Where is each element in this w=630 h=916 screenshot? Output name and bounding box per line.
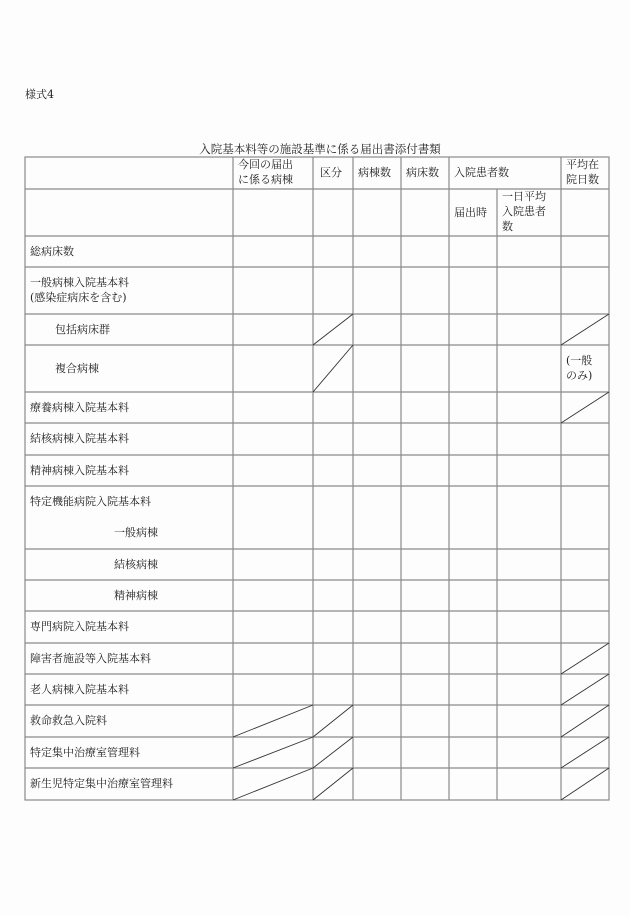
header-todoke-byoto-line2: に係る病棟 [238, 173, 293, 186]
form-number-label: 様式4 [25, 88, 54, 101]
row-label-long-term-care: 療養病棟入院基本料 [30, 401, 129, 414]
row-label-tuberculosis: 結核病棟入院基本料 [30, 432, 129, 445]
row-label-specialty-hospital: 専門病院入院基本料 [30, 620, 129, 633]
row-label-total-beds: 総病床数 [30, 245, 74, 258]
header-byosho-su: 病床数 [406, 166, 439, 179]
header-nyuin-kanja-su: 入院患者数 [454, 166, 509, 179]
row-label-special-psychiatric: 精神病棟 [114, 589, 158, 602]
combined-ward-note-line2: のみ) [566, 369, 593, 382]
header-kubun: 区分 [320, 166, 342, 179]
row-label-special-function: 特定機能病院入院基本料 [30, 495, 151, 508]
header-ichinichi-heikin-line1: 一日平均 [502, 190, 546, 203]
row-label-disability-facility: 障害者施設等入院基本料 [30, 652, 151, 665]
row-label-psychiatric: 精神病棟入院基本料 [30, 464, 129, 477]
row-label-nicu: 新生児特定集中治療室管理料 [30, 777, 173, 790]
row-label-special-general: 一般病棟 [114, 526, 158, 539]
row-label-special-tuberculosis: 結核病棟 [114, 558, 158, 571]
header-heikin-zaiin-line2: 院日数 [566, 173, 599, 186]
header-ichinichi-heikin-line3: 数 [502, 220, 513, 233]
row-label-inclusive-beds: 包括病床群 [55, 323, 110, 336]
document-title: 入院基本料等の施設基準に係る届出書添付書類 [199, 142, 441, 156]
row-label-general-ward: 一般病棟入院基本料 [30, 276, 129, 289]
row-label-icu: 特定集中治療室管理料 [30, 746, 140, 759]
row-label-emergency: 救命救急入院料 [30, 714, 107, 727]
header-heikin-zaiin-line1: 平均在 [566, 158, 599, 171]
header-ichinichi-heikin-line2: 入院患者 [502, 205, 546, 218]
header-byoto-su: 病棟数 [358, 166, 391, 179]
combined-ward-note-line1: (一般 [566, 354, 593, 367]
header-todoke-byoto-line1: 今回の届出 [238, 158, 293, 171]
row-label-elderly-ward: 老人病棟入院基本料 [30, 683, 129, 696]
row-label-combined-ward: 複合病棟 [55, 362, 99, 375]
header-todokede-ji: 届出時 [454, 206, 487, 219]
row-label-general-ward-note: (感染症病床を含む) [30, 291, 127, 304]
